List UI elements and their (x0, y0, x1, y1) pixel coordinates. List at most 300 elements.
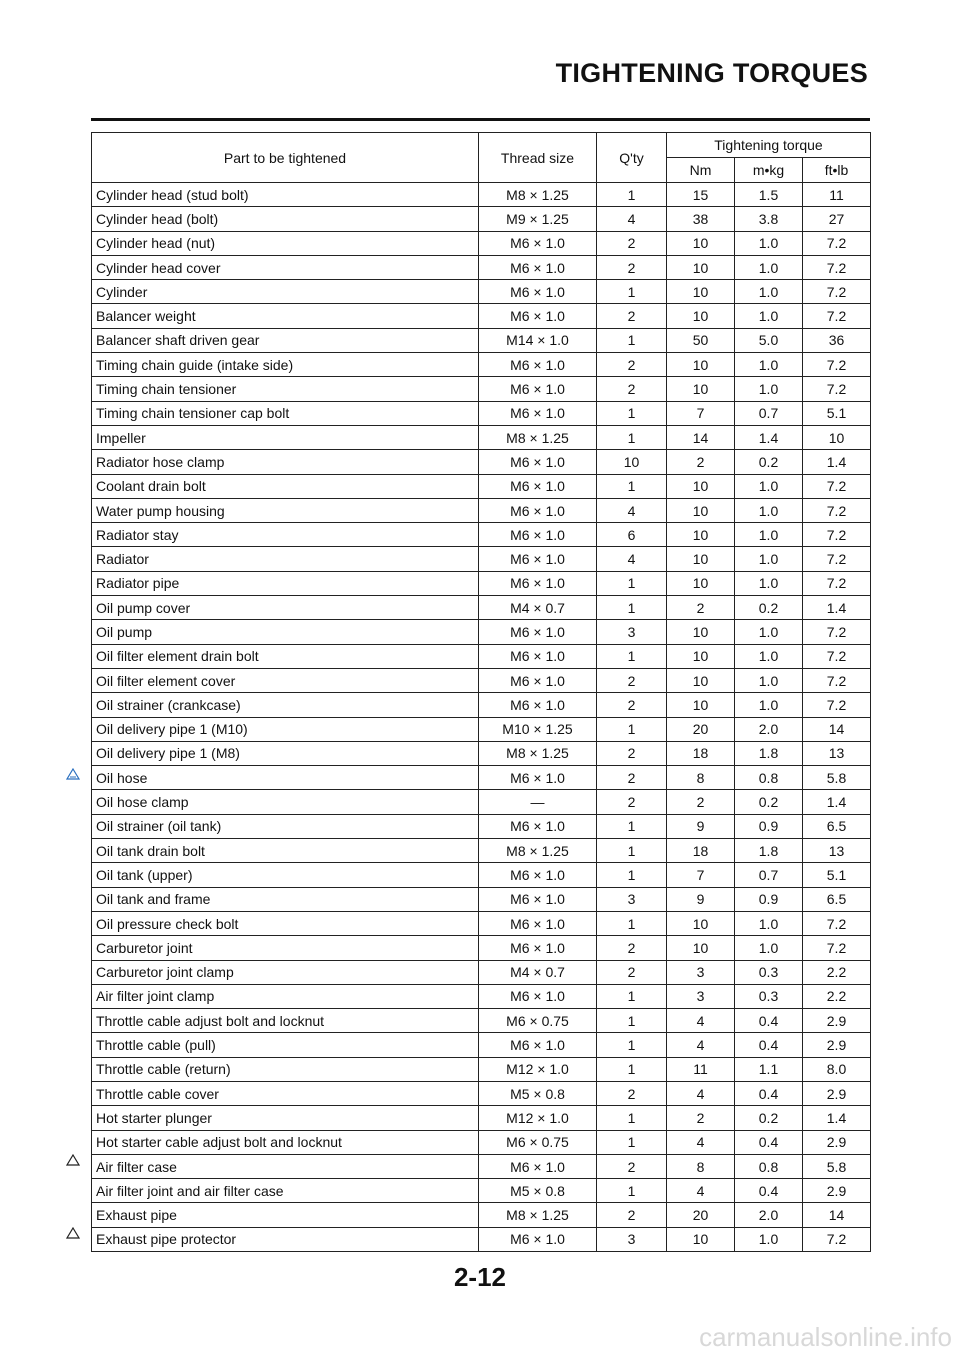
cell-mkg: 1.1 (735, 1057, 803, 1081)
page-number: 2-12 (453, 1262, 507, 1292)
cell-thread: M6 × 1.0 (479, 304, 597, 328)
mark-slot (62, 858, 84, 882)
cell-nm: 4 (667, 1033, 735, 1057)
table-row (92, 1106, 871, 1130)
mark-slot (62, 424, 84, 448)
cell-qty: 3 (597, 887, 667, 911)
cell-thread: M6 × 1.0 (479, 814, 597, 838)
locktite-icon (62, 762, 84, 786)
cell-ftlb: 2.9 (803, 1130, 871, 1154)
cell-nm: 7 (667, 401, 735, 425)
table-row (92, 1130, 871, 1154)
cell-qty: 2 (597, 766, 667, 790)
cell-thread: M5 × 0.8 (479, 1179, 597, 1203)
cell-ftlb: 13 (803, 741, 871, 765)
cell-nm: 14 (667, 425, 735, 449)
cell-nm: 9 (667, 814, 735, 838)
cell-part: Coolant drain bolt (92, 474, 479, 498)
cell-mkg: 2.0 (735, 717, 803, 741)
cell-qty: 2 (597, 1154, 667, 1178)
table-row (92, 498, 871, 522)
table-row (92, 304, 871, 328)
cell-thread: M6 × 1.0 (479, 401, 597, 425)
cell-qty: 2 (597, 255, 667, 279)
cell-mkg: 1.0 (735, 668, 803, 692)
mark-slot (62, 955, 84, 979)
cell-thread: M6 × 1.0 (479, 644, 597, 668)
header-quantity: Q'ty (597, 133, 667, 183)
cell-thread: M6 × 1.0 (479, 984, 597, 1008)
cell-ftlb: 7.2 (803, 936, 871, 960)
cell-thread: M6 × 1.0 (479, 474, 597, 498)
cell-ftlb: 1.4 (803, 790, 871, 814)
cell-ftlb: 1.4 (803, 596, 871, 620)
cell-qty: 4 (597, 547, 667, 571)
table-row (92, 1033, 871, 1057)
cell-thread: M6 × 1.0 (479, 766, 597, 790)
cell-part: Carburetor joint clamp (92, 960, 479, 984)
cell-nm: 10 (667, 231, 735, 255)
cell-mkg: 0.7 (735, 863, 803, 887)
mark-slot (62, 979, 84, 1003)
cell-nm: 10 (667, 377, 735, 401)
cell-thread: M6 × 1.0 (479, 280, 597, 304)
cell-ftlb: 7.2 (803, 231, 871, 255)
cell-nm: 10 (667, 644, 735, 668)
cell-mkg: 0.3 (735, 960, 803, 984)
cell-nm: 10 (667, 547, 735, 571)
cell-mkg: 0.2 (735, 790, 803, 814)
cell-qty: 1 (597, 596, 667, 620)
cell-part: Oil tank and frame (92, 887, 479, 911)
mark-slot (62, 1027, 84, 1051)
cell-qty: 2 (597, 377, 667, 401)
table-row (92, 766, 871, 790)
cell-nm: 3 (667, 960, 735, 984)
cell-nm: 10 (667, 353, 735, 377)
cell-ftlb: 13 (803, 839, 871, 863)
cell-ftlb: 7.2 (803, 377, 871, 401)
cell-mkg: 1.0 (735, 523, 803, 547)
cell-thread: M9 × 1.25 (479, 207, 597, 231)
cell-part: Radiator hose clamp (92, 450, 479, 474)
cell-mkg: 1.0 (735, 547, 803, 571)
cell-qty: 1 (597, 1033, 667, 1057)
cell-mkg: 0.4 (735, 1130, 803, 1154)
table-row (92, 450, 871, 474)
cell-qty: 1 (597, 1009, 667, 1033)
cell-qty: 1 (597, 571, 667, 595)
cell-part: Hot starter plunger (92, 1106, 479, 1130)
mark-slot (62, 665, 84, 689)
header-mkg: m•kg (735, 158, 803, 183)
mark-slot (62, 1003, 84, 1027)
cell-mkg: 1.4 (735, 425, 803, 449)
cell-nm: 8 (667, 1154, 735, 1178)
mark-slot (62, 496, 84, 520)
cell-thread: M8 × 1.25 (479, 741, 597, 765)
cell-part: Radiator pipe (92, 571, 479, 595)
cell-part: Hot starter cable adjust bolt and locknut (92, 1130, 479, 1154)
watermark: carmanualsonline.info (699, 1322, 952, 1352)
mark-slot (62, 544, 84, 568)
cell-part: Throttle cable (pull) (92, 1033, 479, 1057)
cell-qty: 2 (597, 1081, 667, 1105)
cell-qty: 1 (597, 911, 667, 935)
cell-ftlb: 5.8 (803, 1154, 871, 1178)
cell-nm: 18 (667, 839, 735, 863)
cell-part: Throttle cable adjust bolt and locknut (92, 1009, 479, 1033)
row-marks (62, 182, 84, 1245)
mark-slot (62, 327, 84, 351)
cell-nm: 10 (667, 498, 735, 522)
cell-ftlb: 7.2 (803, 474, 871, 498)
table-row (92, 1227, 871, 1251)
cell-qty: 1 (597, 328, 667, 352)
table-row (92, 790, 871, 814)
cell-part: Radiator (92, 547, 479, 571)
cell-thread: M8 × 1.25 (479, 183, 597, 207)
mark-slot (62, 810, 84, 834)
cell-nm: 20 (667, 717, 735, 741)
cell-part: Timing chain tensioner (92, 377, 479, 401)
cell-part: Cylinder head (bolt) (92, 207, 479, 231)
cell-mkg: 1.0 (735, 693, 803, 717)
cell-thread: M4 × 0.7 (479, 596, 597, 620)
header-nm: Nm (667, 158, 735, 183)
table-row (92, 911, 871, 935)
cell-part: Balancer weight (92, 304, 479, 328)
cell-mkg: 1.5 (735, 183, 803, 207)
cell-part: Air filter joint clamp (92, 984, 479, 1008)
cell-ftlb: 7.2 (803, 620, 871, 644)
cell-thread: M6 × 1.0 (479, 936, 597, 960)
cell-qty: 1 (597, 425, 667, 449)
cell-ftlb: 5.1 (803, 401, 871, 425)
cell-mkg: 1.0 (735, 377, 803, 401)
cell-part: Oil tank drain bolt (92, 839, 479, 863)
cell-mkg: 0.9 (735, 814, 803, 838)
cell-nm: 2 (667, 450, 735, 474)
table-row (92, 887, 871, 911)
mark-slot (62, 786, 84, 810)
table-row (92, 353, 871, 377)
cell-part: Cylinder head cover (92, 255, 479, 279)
cell-mkg: 5.0 (735, 328, 803, 352)
cell-part: Balancer shaft driven gear (92, 328, 479, 352)
cell-part: Oil pressure check bolt (92, 911, 479, 935)
header-thread-size: Thread size (479, 133, 597, 183)
cell-nm: 4 (667, 1130, 735, 1154)
cell-part: Oil filter element drain bolt (92, 644, 479, 668)
cell-qty: 2 (597, 960, 667, 984)
cell-qty: 4 (597, 207, 667, 231)
cell-nm: 2 (667, 596, 735, 620)
cell-qty: 2 (597, 790, 667, 814)
table-row (92, 620, 871, 644)
cell-part: Water pump housing (92, 498, 479, 522)
cell-qty: 1 (597, 1179, 667, 1203)
cell-ftlb: 6.5 (803, 814, 871, 838)
cell-ftlb: 2.9 (803, 1081, 871, 1105)
mark-slot (62, 254, 84, 278)
cell-qty: 1 (597, 839, 667, 863)
cell-qty: 2 (597, 353, 667, 377)
cell-mkg: 1.0 (735, 498, 803, 522)
cell-ftlb: 7.2 (803, 571, 871, 595)
cell-part: Radiator stay (92, 523, 479, 547)
cell-part: Timing chain tensioner cap bolt (92, 401, 479, 425)
table-row (92, 425, 871, 449)
cell-mkg: 1.0 (735, 911, 803, 935)
cell-mkg: 0.3 (735, 984, 803, 1008)
mark-slot (62, 375, 84, 399)
cell-qty: 1 (597, 644, 667, 668)
cell-thread: M6 × 1.0 (479, 353, 597, 377)
cell-mkg: 1.0 (735, 936, 803, 960)
mark-slot (62, 593, 84, 617)
cell-thread: M6 × 1.0 (479, 911, 597, 935)
cell-qty: 2 (597, 668, 667, 692)
mark-slot (62, 303, 84, 327)
cell-nm: 10 (667, 474, 735, 498)
table-row (92, 231, 871, 255)
cell-qty: 1 (597, 1057, 667, 1081)
cell-nm: 10 (667, 523, 735, 547)
cell-ftlb: 7.2 (803, 547, 871, 571)
table-row (92, 668, 871, 692)
cell-nm: 9 (667, 887, 735, 911)
mark-slot (62, 1124, 84, 1148)
cell-qty: 2 (597, 693, 667, 717)
cell-mkg: 1.0 (735, 304, 803, 328)
cell-thread: M6 × 1.0 (479, 1033, 597, 1057)
cell-thread: M12 × 1.0 (479, 1057, 597, 1081)
cell-mkg: 3.8 (735, 207, 803, 231)
cell-thread: M6 × 1.0 (479, 450, 597, 474)
cell-ftlb: 7.2 (803, 353, 871, 377)
mark-slot (62, 206, 84, 230)
header-part: Part to be tightened (92, 133, 479, 183)
cell-qty: 1 (597, 814, 667, 838)
cell-part: Oil tank (upper) (92, 863, 479, 887)
cell-qty: 4 (597, 498, 667, 522)
cell-thread: M6 × 1.0 (479, 620, 597, 644)
torque-table-body (92, 183, 871, 1252)
cell-thread: M6 × 1.0 (479, 668, 597, 692)
cell-qty: 2 (597, 741, 667, 765)
mark-slot (62, 279, 84, 303)
cell-ftlb: 14 (803, 1203, 871, 1227)
mark-slot (62, 1172, 84, 1196)
cell-nm: 8 (667, 766, 735, 790)
cell-ftlb: 2.2 (803, 960, 871, 984)
table-row (92, 960, 871, 984)
cell-thread: M6 × 1.0 (479, 863, 597, 887)
cell-ftlb: 2.9 (803, 1033, 871, 1057)
cell-ftlb: 7.2 (803, 498, 871, 522)
table-row (92, 717, 871, 741)
cell-mkg: 1.0 (735, 1227, 803, 1251)
cell-qty: 2 (597, 936, 667, 960)
cell-nm: 15 (667, 183, 735, 207)
cell-mkg: 1.0 (735, 255, 803, 279)
mark-slot (62, 182, 84, 206)
cell-ftlb: 8.0 (803, 1057, 871, 1081)
cell-nm: 18 (667, 741, 735, 765)
cell-part: Timing chain guide (intake side) (92, 353, 479, 377)
mark-slot (62, 1100, 84, 1124)
cell-mkg: 0.4 (735, 1179, 803, 1203)
table-row (92, 255, 871, 279)
table-row (92, 741, 871, 765)
mark-slot (62, 834, 84, 858)
table-row (92, 474, 871, 498)
cell-ftlb: 7.2 (803, 255, 871, 279)
table-row (92, 1203, 871, 1227)
table-row (92, 523, 871, 547)
table-row (92, 1081, 871, 1105)
mark-slot (62, 399, 84, 423)
triangle-icon (62, 1148, 84, 1172)
cell-nm: 20 (667, 1203, 735, 1227)
cell-thread: M6 × 1.0 (479, 498, 597, 522)
cell-qty: 1 (597, 1106, 667, 1130)
cell-part: Cylinder (92, 280, 479, 304)
mark-slot (62, 883, 84, 907)
cell-mkg: 0.7 (735, 401, 803, 425)
cell-nm: 10 (667, 668, 735, 692)
cell-thread: — (479, 790, 597, 814)
table-row (92, 571, 871, 595)
cell-qty: 2 (597, 231, 667, 255)
cell-nm: 4 (667, 1081, 735, 1105)
cell-thread: M6 × 0.75 (479, 1130, 597, 1154)
cell-nm: 10 (667, 620, 735, 644)
cell-mkg: 0.9 (735, 887, 803, 911)
cell-thread: M6 × 1.0 (479, 547, 597, 571)
torque-table-header (92, 133, 871, 183)
cell-mkg: 1.0 (735, 474, 803, 498)
cell-nm: 38 (667, 207, 735, 231)
cell-nm: 4 (667, 1179, 735, 1203)
cell-nm: 10 (667, 911, 735, 935)
table-row (92, 596, 871, 620)
cell-part: Cylinder head (nut) (92, 231, 479, 255)
table-row (92, 401, 871, 425)
table-row (92, 1179, 871, 1203)
cell-mkg: 0.2 (735, 596, 803, 620)
cell-ftlb: 7.2 (803, 304, 871, 328)
cell-nm: 3 (667, 984, 735, 1008)
cell-nm: 4 (667, 1009, 735, 1033)
cell-mkg: 0.2 (735, 450, 803, 474)
cell-mkg: 0.2 (735, 1106, 803, 1130)
mark-slot (62, 713, 84, 737)
cell-thread: M6 × 1.0 (479, 377, 597, 401)
cell-nm: 10 (667, 571, 735, 595)
title-rule (91, 118, 870, 121)
page-title: TIGHTENING TORQUES (555, 58, 868, 88)
cell-ftlb: 7.2 (803, 911, 871, 935)
cell-part: Oil pump (92, 620, 479, 644)
table-row (92, 377, 871, 401)
cell-mkg: 1.0 (735, 571, 803, 595)
cell-qty: 3 (597, 1227, 667, 1251)
cell-part: Oil hose clamp (92, 790, 479, 814)
cell-qty: 2 (597, 1203, 667, 1227)
mark-slot (62, 617, 84, 641)
mark-slot (62, 689, 84, 713)
cell-thread: M6 × 0.75 (479, 1009, 597, 1033)
cell-nm: 7 (667, 863, 735, 887)
cell-mkg: 0.8 (735, 1154, 803, 1178)
cell-nm: 50 (667, 328, 735, 352)
cell-part: Throttle cable (return) (92, 1057, 479, 1081)
cell-part: Oil delivery pipe 1 (M10) (92, 717, 479, 741)
table-row (92, 839, 871, 863)
cell-mkg: 1.0 (735, 353, 803, 377)
cell-thread: M8 × 1.25 (479, 425, 597, 449)
cell-mkg: 0.4 (735, 1081, 803, 1105)
cell-nm: 10 (667, 936, 735, 960)
cell-thread: M4 × 0.7 (479, 960, 597, 984)
cell-ftlb: 1.4 (803, 1106, 871, 1130)
cell-thread: M6 × 1.0 (479, 1227, 597, 1251)
cell-part: Cylinder head (stud bolt) (92, 183, 479, 207)
header-tightening-torque: Tightening torque (667, 133, 871, 158)
cell-qty: 10 (597, 450, 667, 474)
cell-part: Oil strainer (oil tank) (92, 814, 479, 838)
cell-part: Air filter joint and air filter case (92, 1179, 479, 1203)
cell-mkg: 0.4 (735, 1033, 803, 1057)
cell-qty: 1 (597, 984, 667, 1008)
cell-mkg: 1.0 (735, 231, 803, 255)
cell-mkg: 1.0 (735, 280, 803, 304)
cell-thread: M10 × 1.25 (479, 717, 597, 741)
header-ftlb: ft•lb (803, 158, 871, 183)
cell-mkg: 1.0 (735, 644, 803, 668)
cell-nm: 10 (667, 1227, 735, 1251)
cell-ftlb: 2.9 (803, 1179, 871, 1203)
mark-slot (62, 520, 84, 544)
mark-slot (62, 351, 84, 375)
mark-slot (62, 641, 84, 665)
cell-part: Impeller (92, 425, 479, 449)
mark-slot (62, 472, 84, 496)
table-row (92, 207, 871, 231)
cell-ftlb: 5.8 (803, 766, 871, 790)
cell-qty: 3 (597, 620, 667, 644)
cell-thread: M6 × 1.0 (479, 231, 597, 255)
table-row (92, 644, 871, 668)
cell-thread: M6 × 1.0 (479, 571, 597, 595)
cell-part: Oil hose (92, 766, 479, 790)
cell-nm: 2 (667, 790, 735, 814)
mark-slot (62, 569, 84, 593)
cell-mkg: 1.8 (735, 839, 803, 863)
cell-ftlb: 27 (803, 207, 871, 231)
cell-mkg: 0.8 (735, 766, 803, 790)
cell-nm: 11 (667, 1057, 735, 1081)
cell-part: Oil filter element cover (92, 668, 479, 692)
table-row (92, 693, 871, 717)
cell-nm: 10 (667, 255, 735, 279)
cell-part: Oil delivery pipe 1 (M8) (92, 741, 479, 765)
cell-ftlb: 7.2 (803, 523, 871, 547)
cell-ftlb: 14 (803, 717, 871, 741)
table-row (92, 547, 871, 571)
